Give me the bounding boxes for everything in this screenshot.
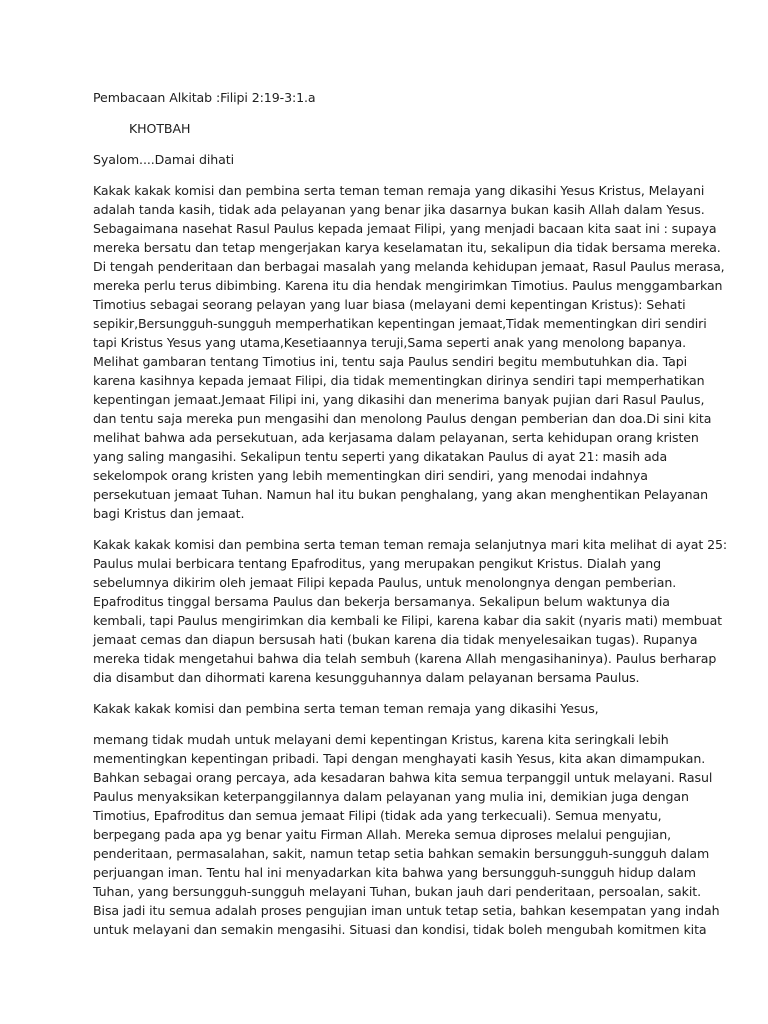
paragraph-line: untuk melayani dan semakin mengasihi. Situasi dan kondisi, tidak boleh mengubah komitmen kita (93, 922, 707, 937)
sermon-paragraph (93, 535, 728, 687)
sermon-heading: KHOTBAH (129, 121, 191, 136)
paragraph-line: kembali, tapi Paulus mengirimkan dia kembali ke Filipi, karena kabar dia sakit (nyaris mati) membuat (93, 613, 723, 628)
sermon-paragraph (93, 730, 720, 939)
paragraph-line: mereka tidak mengetahui bahwa dia telah sembuh (karena Allah mengasihaninya). Paulus berharap (93, 651, 717, 666)
paragraph-line: memang tidak mudah untuk melayani demi kepentingan Kristus, karena kita seringkali lebih (93, 732, 669, 747)
paragraph-line: Di tengah penderitaan dan berbagai masalah yang melanda kehidupan jemaat, Rasul Paulus merasa, (93, 259, 725, 274)
paragraph-line: sebelumnya dikirim oleh jemaat Filipi kepada Paulus, untuk menolongnya dengan pemberian. (93, 575, 677, 590)
paragraph-line: tapi Kristus Yesus yang utama,Kesetiaannya teruji,Sama seperti anak yang menolong bapanya. (93, 335, 687, 350)
paragraph-line: Bisa jadi itu semua adalah proses pengujian iman untuk tetap setia, bahkan kesempatan yang indah (93, 903, 720, 918)
paragraph-line: Paulus mulai berbicara tentang Epafroditus, yang merupakan pengikut Kristus. Dialah yang (93, 556, 661, 571)
greeting: Syalom....Damai dihati (93, 152, 234, 167)
paragraph-line: Kakak kakak komisi dan pembina serta teman teman remaja yang dikasihi Yesus Kristus, Melayani (93, 183, 705, 198)
paragraph-line: penderitaan, permasalahan, sakit, namun tetap setia bahkan semakin bersungguh-sungguh dalam (93, 846, 710, 861)
paragraph-line: sekelompok orang kristen yang lebih mementingkan diri sendiri, yang menodai indahnya (93, 468, 648, 483)
paragraph-line: Kakak kakak komisi dan pembina serta teman teman remaja selanjutnya mari kita melihat di ayat 25: (93, 537, 728, 552)
paragraph-line: bagi Kristus dan jemaat. (93, 506, 245, 521)
paragraph-line: Tuhan, yang bersungguh-sungguh melayani Tuhan, bukan jauh dari penderitaan, persoalan, sakit. (93, 884, 702, 899)
paragraph-line: Paulus menyaksikan keterpanggilannya dalam pelayanan yang mulia ini, demikian juga dengan (93, 789, 689, 804)
sermon-paragraph (93, 699, 683, 718)
paragraph-line: karena kasihnya kepada jemaat Filipi, dia tidak mementingkan dirinya sendiri tapi memperhatikan (93, 373, 705, 388)
sermon-paragraphs (93, 181, 728, 939)
sermon-paragraph (93, 181, 725, 523)
paragraph-line: sepikir,Bersungguh-sungguh memperhatikan kepentingan jemaat,Tidak mementingkan diri sendiri (93, 316, 707, 331)
paragraph-line: Epafroditus tinggal bersama Paulus dan bekerja bersamanya. Sekalipun belum waktunya dia (93, 594, 670, 609)
document-body (93, 88, 728, 951)
paragraph-line: adalah tanda kasih, tidak ada pelayanan yang benar jika dasarnya bukan kasih Allah dalam Yesus. (93, 202, 705, 217)
paragraph-line: kepentingan jemaat.Jemaat Filipi ini, yang dikasihi dan menerima banyak pujian dari Rasul Paulus, (93, 392, 705, 407)
paragraph-line: Kakak kakak komisi dan pembina serta teman teman remaja yang dikasihi Yesus, (93, 701, 599, 716)
paragraph-line: persekutuan jemaat Tuhan. Namun hal itu bukan penghalang, yang akan menghentikan Pelayanan (93, 487, 708, 502)
paragraph-line: mereka perlu terus dibimbing. Karena itu dia hendak mengirimkan Timotius. Paulus menggambarkan (93, 278, 723, 293)
paragraph-line: Timotius sebagai seorang pelayan yang luar biasa (melayani demi kepentingan Kristus): Sehati (93, 297, 686, 312)
paragraph-line: Timotius, Epafroditus dan semua jemaat Filipi (tidak ada yang terkecuali). Semua menyatu, (93, 808, 662, 823)
paragraph-line: Sebagaimana nasehat Rasul Paulus kepada jemaat Filipi, yang menjadi bacaan kita saat ini : supaya (93, 221, 717, 236)
paragraph-line: Bahkan sebagai orang percaya, ada kesadaran bahwa kita semua terpanggil untuk melayani. Rasul (93, 770, 713, 785)
paragraph-line: mementingkan kepentingan pribadi. Tapi dengan menghayati kasih Yesus, kita akan dimampukan. (93, 751, 706, 766)
paragraph-line: Melihat gambaran tentang Timotius ini, tentu saja Paulus sendiri begitu membutuhkan dia. Tapi (93, 354, 688, 369)
paragraph-line: dia disambut dan dihormati karena kesungguhannya dalam pelayanan bersama Paulus. (93, 670, 640, 685)
paragraph-line: dan tentu saja mereka pun mengasihi dan menolong Paulus dengan pemberian dan doa.Di sini kita (93, 411, 712, 426)
paragraph-line: jemaat cemas dan diapun bersusah hati (bukan karena dia tidak menyelesaikan tugas). Rupanya (93, 632, 698, 647)
paragraph-line: perjuangan iman. Tentu hal ini menyadarkan kita bahwa yang bersungguh-sungguh hidup dalam (93, 865, 696, 880)
paragraph-line: yang saling mangasihi. Sekalipun tentu seperti yang dikatakan Paulus di ayat 21: masih ada (93, 449, 668, 464)
paragraph-line: mereka bersatu dan tetap mengerjakan karya keselamatan itu, sekalipun dia tidak bersama mereka. (93, 240, 721, 255)
paragraph-line: berpegang pada apa yg benar yaitu Firman Allah. Mereka semua diproses melalui pengujian, (93, 827, 672, 842)
reading-reference: Pembacaan Alkitab :Filipi 2:19-3:1.a (93, 90, 316, 105)
paragraph-line: melihat bahwa ada persekutuan, ada kerjasama dalam pelayanan, serta kehidupan orang kristen (93, 430, 699, 445)
